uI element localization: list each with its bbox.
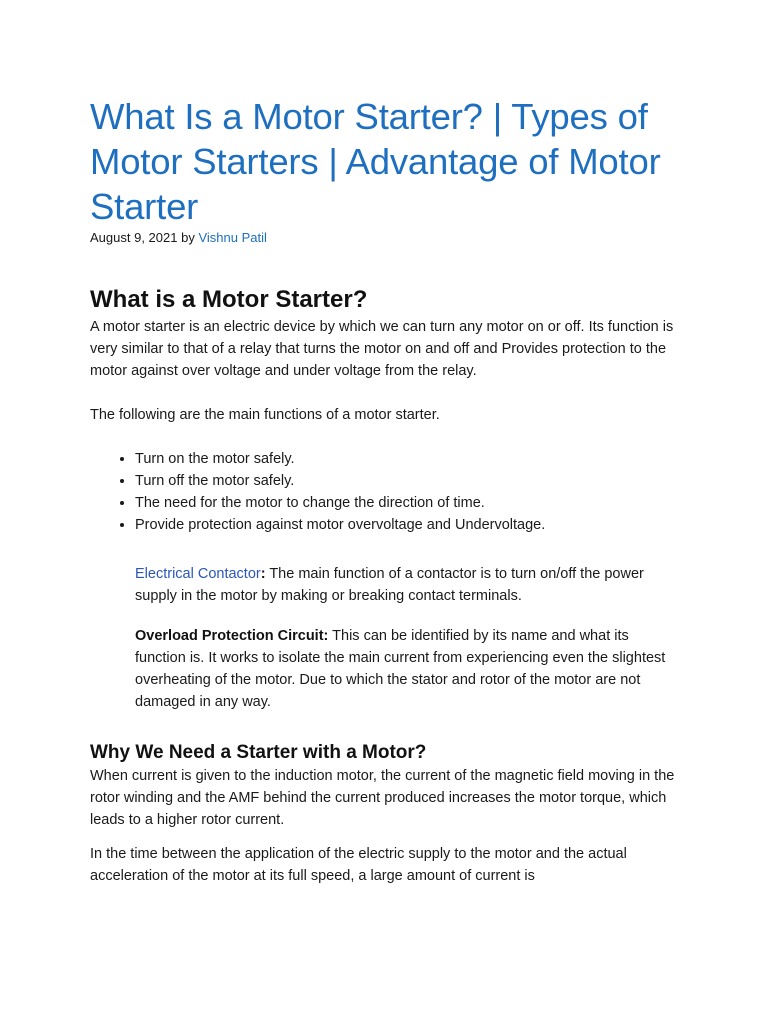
contactor-text: The main function of a contactor is to turn on/off the power supply in the motor by making or breaking contact terminals. xyxy=(135,566,644,604)
overload-text: This can be identified by its name and what its function is. It works to isolate the main current from experiencing even the slightest overheating of the motor. Due to which the stator and rotor of the motor are not damaged in any way. xyxy=(135,628,666,710)
functions-intro: The following are the main functions of a motor starter. xyxy=(90,407,440,423)
section-heading-what-is: What is a Motor Starter? xyxy=(90,286,368,313)
list-item: • The need for the motor to change the direction of time. xyxy=(135,492,680,514)
why-paragraph: When current is given to the induction motor, the current of the magnetic field moving in the rotor winding and the AMF behind the current produced increases the motor torque, which leads to a higher rotor current. xyxy=(90,768,675,828)
contactor-link[interactable]: Electrical Contactor xyxy=(135,566,261,582)
article-meta xyxy=(90,230,680,246)
list-item: • Turn on the motor safely. xyxy=(135,448,680,470)
author-link[interactable]: Vishnu Patil xyxy=(198,230,267,245)
section-heading-why: Why We Need a Starter with a Motor? xyxy=(90,742,427,763)
time-paragraph: In the time between the application of the electric supply to the motor and the actual acceleration of the motor at its full speed, a large amount of current is xyxy=(90,846,627,884)
overload-paragraph xyxy=(135,625,680,713)
publish-date: August 9, 2021 xyxy=(90,230,178,245)
article-title: What Is a Motor Starter? | Types of Motor Starters | Advantage of Motor Starter xyxy=(90,96,661,227)
by-label: by xyxy=(181,230,195,245)
article xyxy=(90,94,680,887)
list-item: • Turn off the motor safely. xyxy=(135,470,680,492)
functions-list xyxy=(90,448,680,536)
contactor-paragraph xyxy=(135,563,680,607)
intro-paragraph: A motor starter is an electric device by which we can turn any motor on or off. Its function is very similar to that of a relay that turns the motor on and off and Provides protection to the motor against over voltage and under voltage from the relay. xyxy=(90,319,674,379)
contactor-colon: : xyxy=(260,566,266,582)
overload-label: Overload Protection Circuit: xyxy=(135,628,329,644)
list-item: • Provide protection against motor overvoltage and Undervoltage. xyxy=(135,514,680,536)
